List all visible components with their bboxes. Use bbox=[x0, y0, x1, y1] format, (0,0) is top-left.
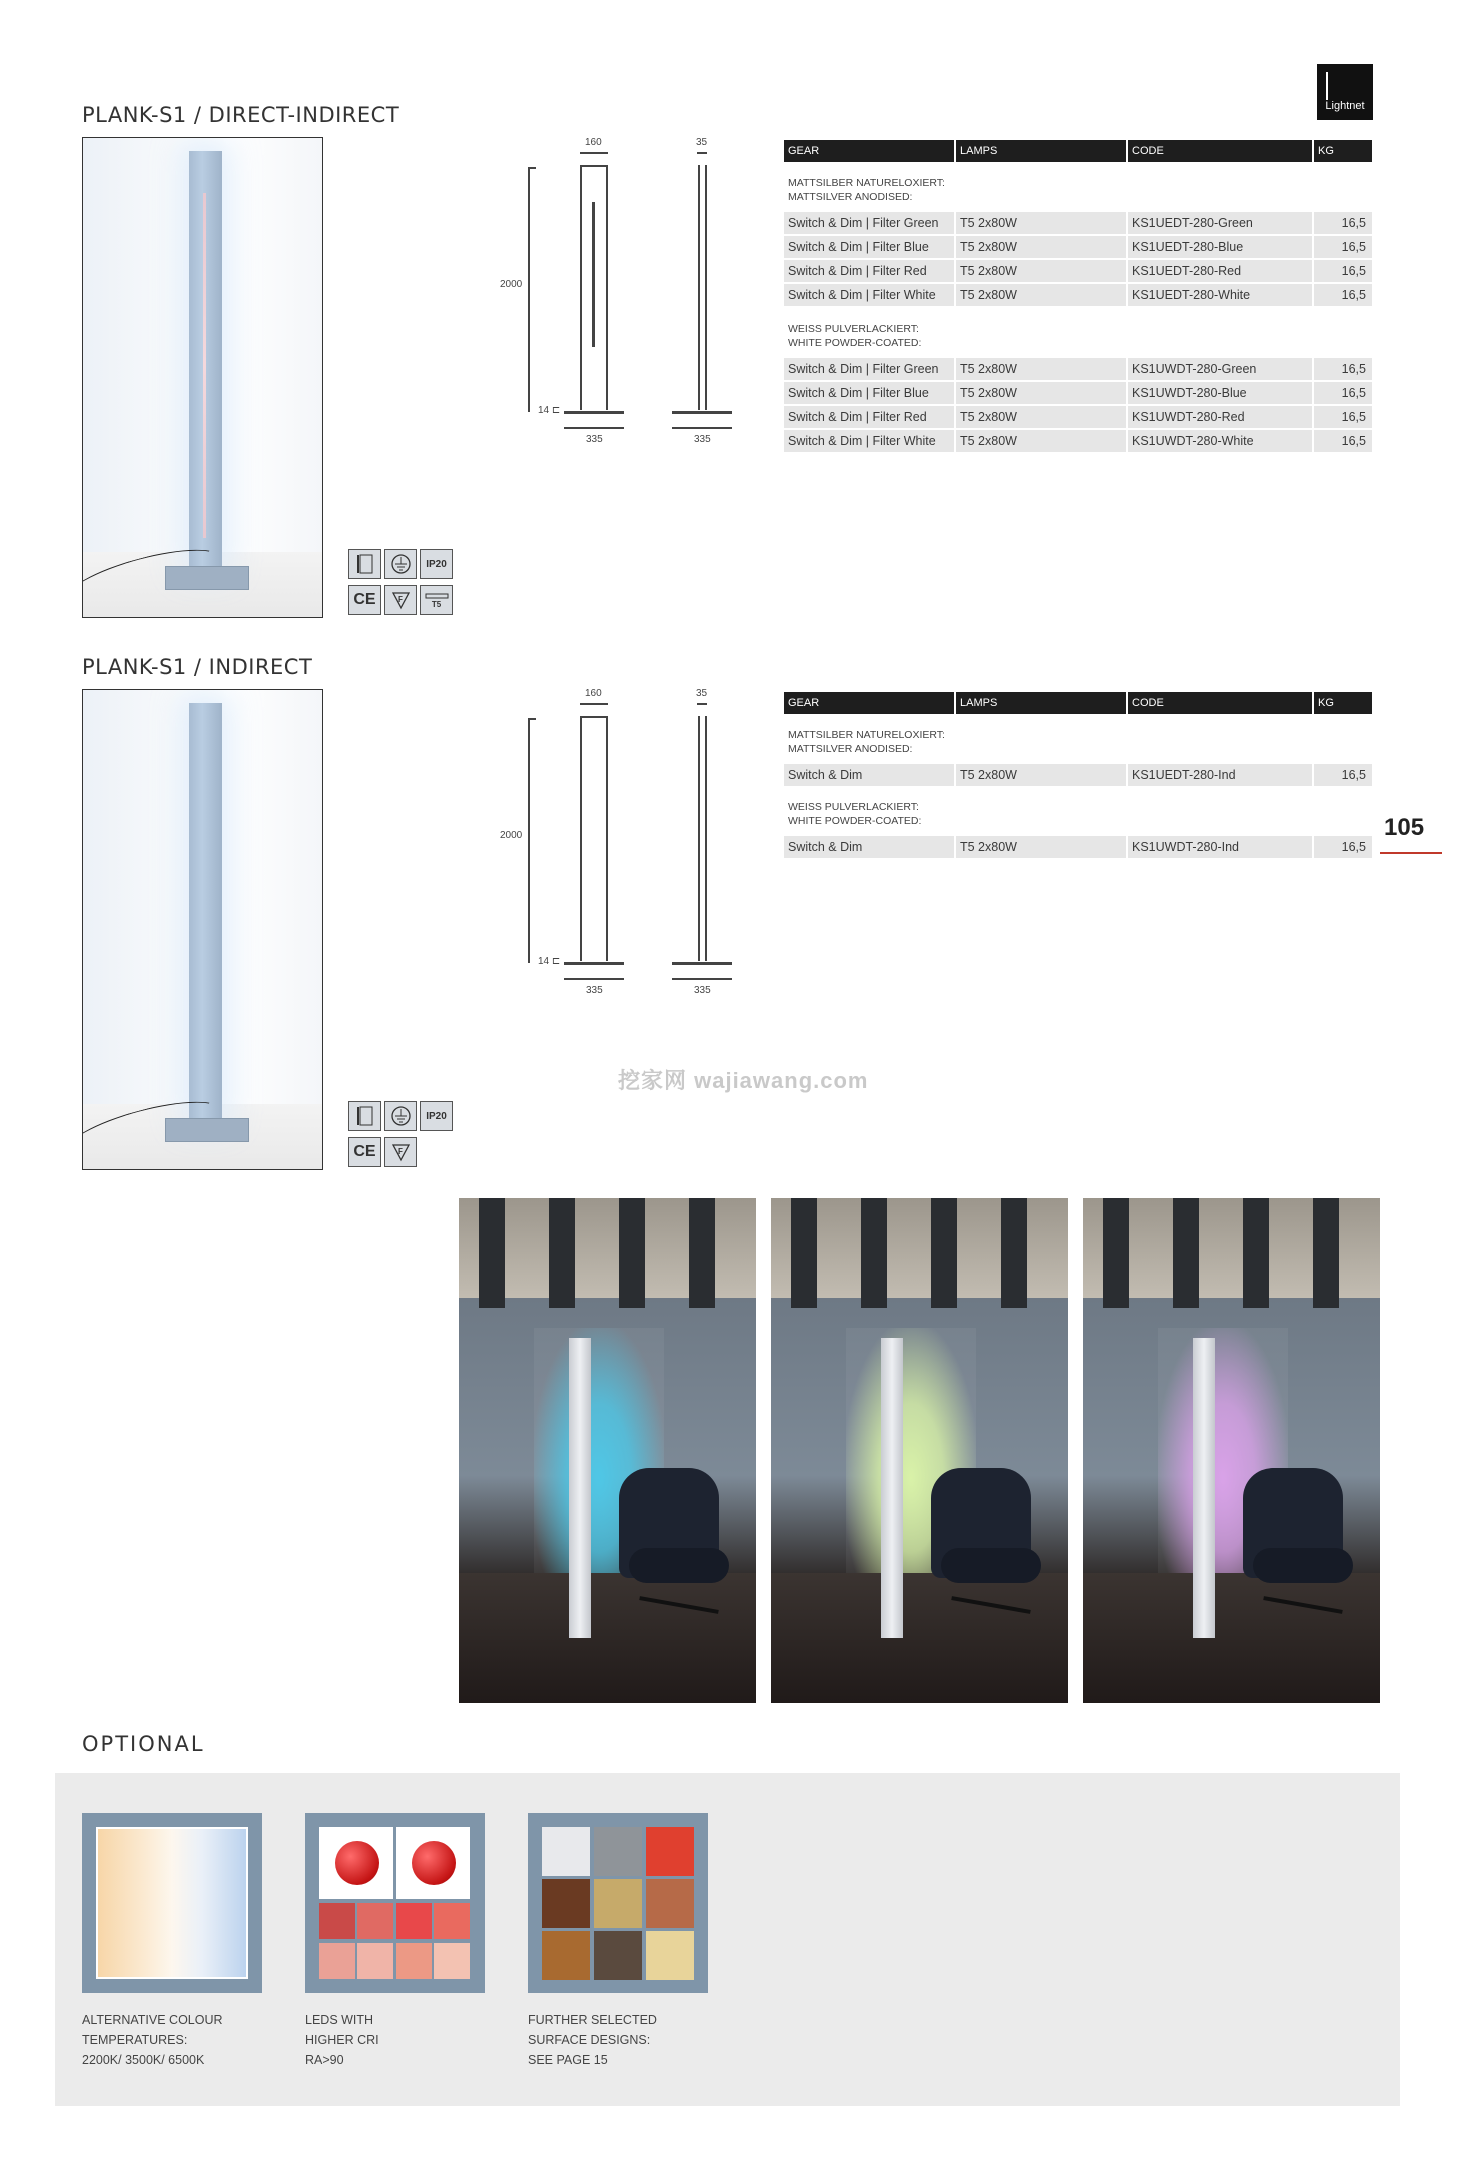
group-subhead: WEISS PULVERLACKIERT: WHITE POWDER-COATED: bbox=[788, 801, 922, 827]
cri-swatch bbox=[396, 1903, 432, 1939]
watermark: 挖家网 wajiawang.com bbox=[618, 1068, 869, 1093]
cell-code: KS1UEDT-280-Red bbox=[1128, 260, 1312, 282]
apple-icon bbox=[335, 1841, 379, 1885]
col-header-lamps: LAMPS bbox=[956, 692, 1126, 714]
cell-lamps: T5 2x80W bbox=[956, 406, 1126, 428]
cri-swatch bbox=[357, 1903, 393, 1939]
earth-ground-icon bbox=[384, 1101, 417, 1131]
ip20-badge: IP20 bbox=[420, 1101, 453, 1131]
technical-drawing-1 bbox=[500, 137, 740, 457]
lamp-icon bbox=[348, 1101, 381, 1131]
cell-kg: 16,5 bbox=[1314, 406, 1372, 428]
dim-height: 2000 bbox=[500, 830, 523, 841]
cell-code: KS1UEDT-280-Ind bbox=[1128, 764, 1312, 786]
group-subhead: WEISS PULVERLACKIERT: WHITE POWDER-COATED: bbox=[788, 323, 922, 349]
col-header-code: CODE bbox=[1128, 692, 1312, 714]
t5-lamp-icon bbox=[420, 585, 453, 615]
cell-kg: 16,5 bbox=[1314, 382, 1372, 404]
brand-logo bbox=[1317, 64, 1373, 120]
cell-kg: 16,5 bbox=[1314, 764, 1372, 786]
col-header-gear: GEAR bbox=[784, 692, 954, 714]
table-row bbox=[784, 430, 1372, 452]
surface-swatch bbox=[646, 1879, 694, 1928]
cell-lamps: T5 2x80W bbox=[956, 236, 1126, 258]
cri-swatch bbox=[396, 1943, 432, 1979]
cell-code: KS1UWDT-280-Green bbox=[1128, 358, 1312, 380]
spec-table-2 bbox=[784, 692, 1372, 872]
cell-gear: Switch & Dim | Filter White bbox=[784, 430, 954, 452]
dim-width-side: 35 bbox=[696, 137, 708, 148]
earth-ground-icon bbox=[384, 549, 417, 579]
dim-width-front: 160 bbox=[585, 137, 602, 148]
technical-drawing-2 bbox=[500, 688, 740, 1008]
cell-gear: Switch & Dim | Filter Green bbox=[784, 358, 954, 380]
surface-swatch bbox=[646, 1931, 694, 1980]
table-row bbox=[784, 358, 1372, 380]
optional-title: OPTIONAL bbox=[82, 1732, 205, 1756]
cell-gear: Switch & Dim | Filter Green bbox=[784, 212, 954, 234]
optional-caption-cri: LEDS WITH HIGHER CRI RA>90 bbox=[305, 2013, 379, 2067]
brand-logo-text: Lightnet bbox=[1325, 100, 1365, 112]
table-row bbox=[784, 260, 1372, 282]
page-number: 105 bbox=[1384, 814, 1425, 841]
dim-base-height: 14 ⊏ bbox=[538, 405, 561, 416]
dim-height: 2000 bbox=[500, 279, 523, 290]
cell-kg: 16,5 bbox=[1314, 430, 1372, 452]
table-row bbox=[784, 382, 1372, 404]
cri-swatch bbox=[434, 1943, 470, 1979]
col-header-kg: KG bbox=[1314, 140, 1372, 162]
cell-lamps: T5 2x80W bbox=[956, 260, 1126, 282]
section1-title: PLANK-S1 / DIRECT-INDIRECT bbox=[82, 103, 400, 127]
dim-base-height-value: 14 bbox=[538, 956, 550, 967]
table-row bbox=[784, 236, 1372, 258]
dim-base-front: 335 bbox=[586, 985, 603, 996]
surface-swatches bbox=[528, 1813, 708, 1993]
cell-lamps: T5 2x80W bbox=[956, 764, 1126, 786]
room-photo-blue bbox=[459, 1198, 756, 1703]
section2-title: PLANK-S1 / INDIRECT bbox=[82, 655, 313, 679]
col-header-gear: GEAR bbox=[784, 140, 954, 162]
cell-kg: 16,5 bbox=[1314, 236, 1372, 258]
col-header-code: CODE bbox=[1128, 140, 1312, 162]
apple-icon bbox=[412, 1841, 456, 1885]
cell-lamps: T5 2x80W bbox=[956, 836, 1126, 858]
table-row bbox=[784, 212, 1372, 234]
cri-swatch bbox=[319, 1903, 355, 1939]
cell-gear: Switch & Dim | Filter White bbox=[784, 284, 954, 306]
surface-swatch bbox=[594, 1879, 642, 1928]
cell-kg: 16,5 bbox=[1314, 836, 1372, 858]
spec-table-1 bbox=[784, 140, 1372, 460]
cell-code: KS1UWDT-280-White bbox=[1128, 430, 1312, 452]
surface-swatch bbox=[646, 1827, 694, 1876]
cell-lamps: T5 2x80W bbox=[956, 358, 1126, 380]
table-row bbox=[784, 836, 1372, 858]
dim-base-height: 14 ⊏ bbox=[538, 956, 561, 967]
cell-gear: Switch & Dim bbox=[784, 764, 954, 786]
cell-gear: Switch & Dim | Filter Blue bbox=[784, 236, 954, 258]
lamp-icon bbox=[348, 549, 381, 579]
cell-code: KS1UWDT-280-Red bbox=[1128, 406, 1312, 428]
cell-kg: 16,5 bbox=[1314, 358, 1372, 380]
surface-temperature-icon bbox=[384, 585, 417, 615]
surface-swatch bbox=[542, 1827, 590, 1876]
cri-swatch bbox=[319, 1943, 355, 1979]
cell-lamps: T5 2x80W bbox=[956, 212, 1126, 234]
cell-gear: Switch & Dim bbox=[784, 836, 954, 858]
cell-gear: Switch & Dim | Filter Blue bbox=[784, 382, 954, 404]
optional-caption-surface: FURTHER SELECTED SURFACE DESIGNS: SEE PAGE 15 bbox=[528, 2013, 657, 2067]
dim-base-side: 335 bbox=[694, 434, 711, 445]
svg-text:F: F bbox=[397, 595, 403, 604]
group-subhead: MATTSILBER NATURELOXIERT: MATTSILVER ANODISED: bbox=[788, 177, 945, 203]
cell-kg: 16,5 bbox=[1314, 260, 1372, 282]
cell-lamps: T5 2x80W bbox=[956, 430, 1126, 452]
table-row bbox=[784, 406, 1372, 428]
cell-lamps: T5 2x80W bbox=[956, 284, 1126, 306]
cell-gear: Switch & Dim | Filter Red bbox=[784, 260, 954, 282]
cell-kg: 16,5 bbox=[1314, 284, 1372, 306]
dim-width-front: 160 bbox=[585, 688, 602, 699]
product-photo-indirect bbox=[82, 689, 323, 1170]
group-subhead: MATTSILBER NATURELOXIERT: MATTSILVER ANODISED: bbox=[788, 729, 945, 755]
surface-swatch bbox=[594, 1827, 642, 1876]
ce-mark: CE bbox=[348, 1137, 381, 1167]
cri-swatch bbox=[357, 1943, 393, 1979]
cell-code: KS1UWDT-280-Blue bbox=[1128, 382, 1312, 404]
t5-label: T5 bbox=[431, 599, 442, 609]
col-header-lamps: LAMPS bbox=[956, 140, 1126, 162]
cell-code: KS1UEDT-280-Green bbox=[1128, 212, 1312, 234]
cell-code: KS1UEDT-280-Blue bbox=[1128, 236, 1312, 258]
table-row bbox=[784, 764, 1372, 786]
cell-kg: 16,5 bbox=[1314, 212, 1372, 234]
surface-swatch bbox=[542, 1879, 590, 1928]
surface-swatch bbox=[542, 1931, 590, 1980]
cell-gear: Switch & Dim | Filter Red bbox=[784, 406, 954, 428]
surface-swatch bbox=[594, 1931, 642, 1980]
surface-temperature-icon bbox=[384, 1137, 417, 1167]
optional-caption-colour: ALTERNATIVE COLOUR TEMPERATURES: 2200K/ 3500K/ 6500K bbox=[82, 2013, 223, 2067]
cell-lamps: T5 2x80W bbox=[956, 382, 1126, 404]
dim-base-side: 335 bbox=[694, 985, 711, 996]
product-photo-direct-indirect bbox=[82, 137, 323, 618]
dim-base-height-value: 14 bbox=[538, 405, 550, 416]
dim-base-front: 335 bbox=[586, 434, 603, 445]
svg-text:F: F bbox=[397, 1147, 403, 1156]
room-photo-pink bbox=[1083, 1198, 1380, 1703]
table-row bbox=[784, 284, 1372, 306]
dim-width-side: 35 bbox=[696, 688, 708, 699]
col-header-kg: KG bbox=[1314, 692, 1372, 714]
cell-code: KS1UWDT-280-Ind bbox=[1128, 836, 1312, 858]
cri-swatch bbox=[434, 1903, 470, 1939]
apple-cri-icon bbox=[305, 1813, 485, 1993]
room-photo-green bbox=[771, 1198, 1068, 1703]
ip20-badge: IP20 bbox=[420, 549, 453, 579]
cell-code: KS1UEDT-280-White bbox=[1128, 284, 1312, 306]
colour-temperature-gradient bbox=[82, 1813, 262, 1993]
page-number-underline bbox=[1380, 852, 1442, 854]
ce-mark: CE bbox=[348, 585, 381, 615]
